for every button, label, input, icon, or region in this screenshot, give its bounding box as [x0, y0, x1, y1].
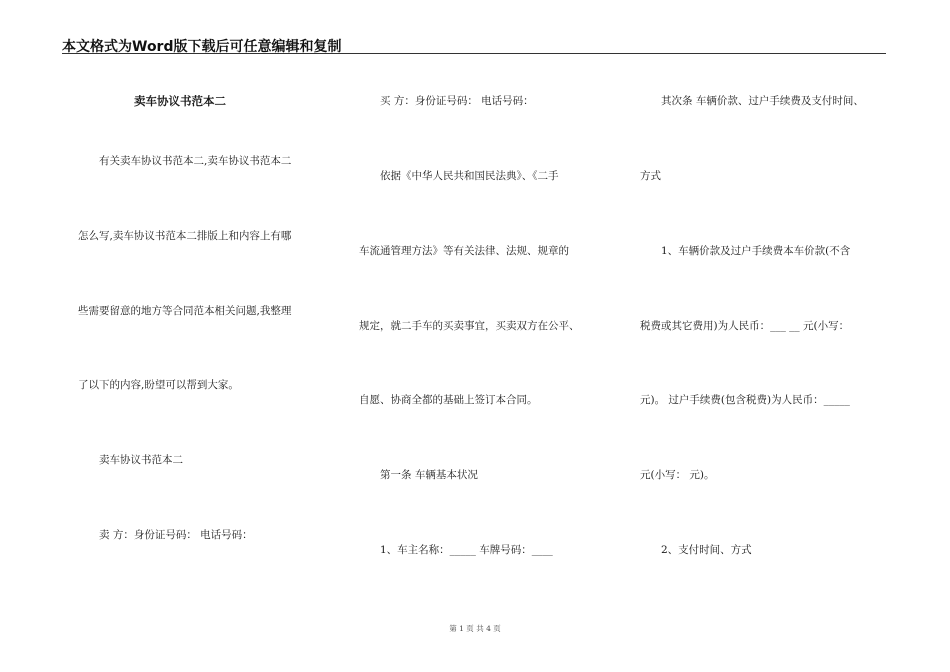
header-divider	[62, 53, 886, 54]
section-heading: 卖车协议书范本二	[99, 454, 183, 466]
section-heading: 第一条 车辆基本状况	[380, 469, 478, 481]
paragraph-line: 车流通管理方法》等有关法律、法规、规章的	[359, 245, 569, 257]
section-heading: 其次条 车辆价款、过户手续费及支付时间、	[661, 95, 864, 107]
paragraph-line: 1、车辆价款及过户手续费本车价款(不含	[661, 245, 851, 257]
paragraph-line: 了以下的内容,盼望可以帮到大家。	[78, 379, 239, 391]
paragraph-line: 1、车主名称：_____ 车牌号码：____	[380, 544, 553, 556]
paragraph-line: 卖 方：身份证号码： 电话号码：	[99, 529, 253, 541]
page-number: 第 1 页 共 4 页	[449, 624, 501, 633]
paragraph-line: 买 方：身份证号码： 电话号码：	[380, 95, 534, 107]
paragraph-line: 2、支付时间、方式	[661, 544, 752, 556]
paragraph-line: 元(小写： 元)。	[640, 469, 715, 481]
paragraph-line: 些需要留意的地方等合同范本相关问题,我整理	[78, 305, 292, 317]
paragraph-line: 有关卖车协议书范本二,卖车协议书范本二	[99, 155, 292, 167]
paragraph-line: 依据《中华人民共和国民法典》、《二手	[380, 170, 559, 182]
doc-title: 卖车协议书范本二	[134, 94, 226, 108]
paragraph-line: 税费或其它费用)为人民币：___ __ 元(小写：	[640, 320, 850, 332]
paragraph-line: 方式	[640, 170, 661, 182]
header-title: 本文格式为Word版下载后可任意编辑和复制	[62, 39, 342, 55]
paragraph-line: 怎么写,卖车协议书范本二排版上和内容上有哪	[78, 230, 292, 242]
paragraph-line: 自愿、协商全都的基础上签订本合同。	[359, 394, 538, 406]
paragraph-line: 规定，就二手车的买卖事宜，买卖双方在公平、	[359, 320, 580, 332]
paragraph-line: 元)。 过户手续费(包含税费)为人民币：_____	[640, 394, 850, 406]
